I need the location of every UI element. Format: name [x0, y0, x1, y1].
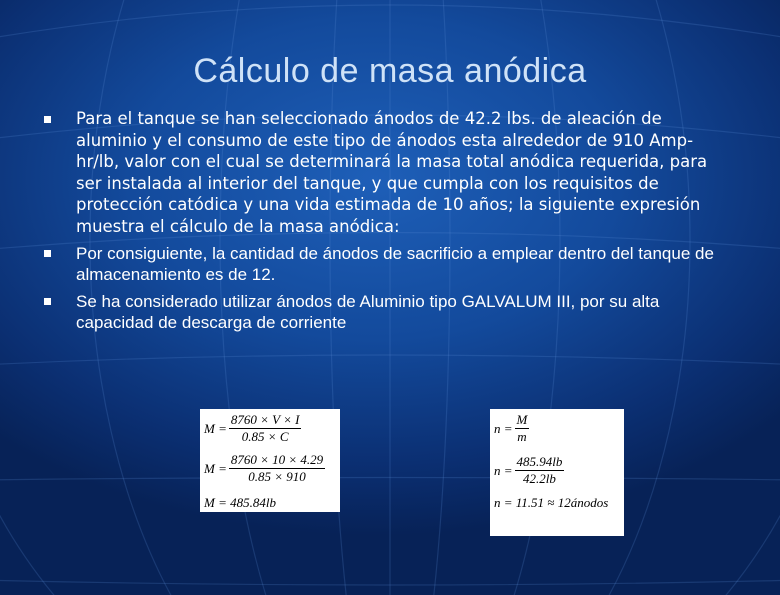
formula-numerator: 8760 × 10 × 4.29 — [230, 452, 324, 467]
formula-lhs: n = — [494, 420, 513, 436]
formula-result: M = 485.84lb — [204, 495, 276, 510]
formula-denominator: m — [517, 429, 527, 444]
formula-fraction — [229, 453, 325, 484]
bullet-item — [44, 108, 734, 238]
formula-line — [494, 413, 529, 444]
bullet-list — [44, 108, 734, 339]
bullet-item — [44, 243, 734, 285]
anode-count-formula — [490, 409, 624, 536]
anode-mass-formula — [200, 409, 340, 512]
square-bullet-icon — [44, 250, 51, 257]
square-bullet-icon — [44, 298, 51, 305]
bullet-text: Se ha considerado utilizar ánodos de Aluminio tipo GALVALUM III, por su alta capacidad de descarga de corriente — [76, 291, 660, 332]
formula-denominator: 0.85 × C — [241, 429, 289, 444]
formula-line — [494, 495, 608, 511]
slide-title: Cálculo de masa anódica — [193, 52, 587, 90]
formula-fraction — [515, 455, 565, 486]
bullet-item — [44, 291, 734, 333]
formula-result: n = 11.51 ≈ 12ánodos — [494, 495, 609, 510]
formula-line — [204, 453, 325, 484]
bullet-text: Para el tanque se han seleccionado ánodos de 42.2 lbs. de aleación de aluminio y el consumo de este tipo de ánodos esta alrededor de 910 Amp-hr/lb, valor con el cual se determinará la masa total anódica requerida, para ser instalada al interior del tanque, y que cumpla con los requisitos de protección catódica y una vida estimada de 10 años; la siguiente expresión muestra el cálculo de la masa anódica: — [76, 109, 708, 236]
formula-lhs: M = — [204, 460, 227, 476]
formula-numerator: 485.94lb — [516, 454, 563, 469]
formula-denominator: 42.2lb — [523, 471, 556, 486]
formula-fraction — [229, 413, 302, 444]
formula-denominator: 0.85 × 910 — [248, 469, 306, 484]
square-bullet-icon — [44, 116, 51, 123]
formula-fraction — [515, 413, 530, 444]
formula-numerator: 8760 × V × I — [230, 412, 300, 427]
formula-line — [204, 495, 276, 511]
bullet-text: Por consiguiente, la cantidad de ánodos de sacrificio a emplear dentro del tanque de almacenamiento es de 12. — [76, 243, 714, 284]
formula-lhs: n = — [494, 462, 513, 478]
formula-line — [204, 413, 301, 444]
formula-lhs: M = — [204, 420, 227, 436]
formula-line — [494, 455, 564, 486]
formula-numerator: M — [516, 412, 528, 427]
